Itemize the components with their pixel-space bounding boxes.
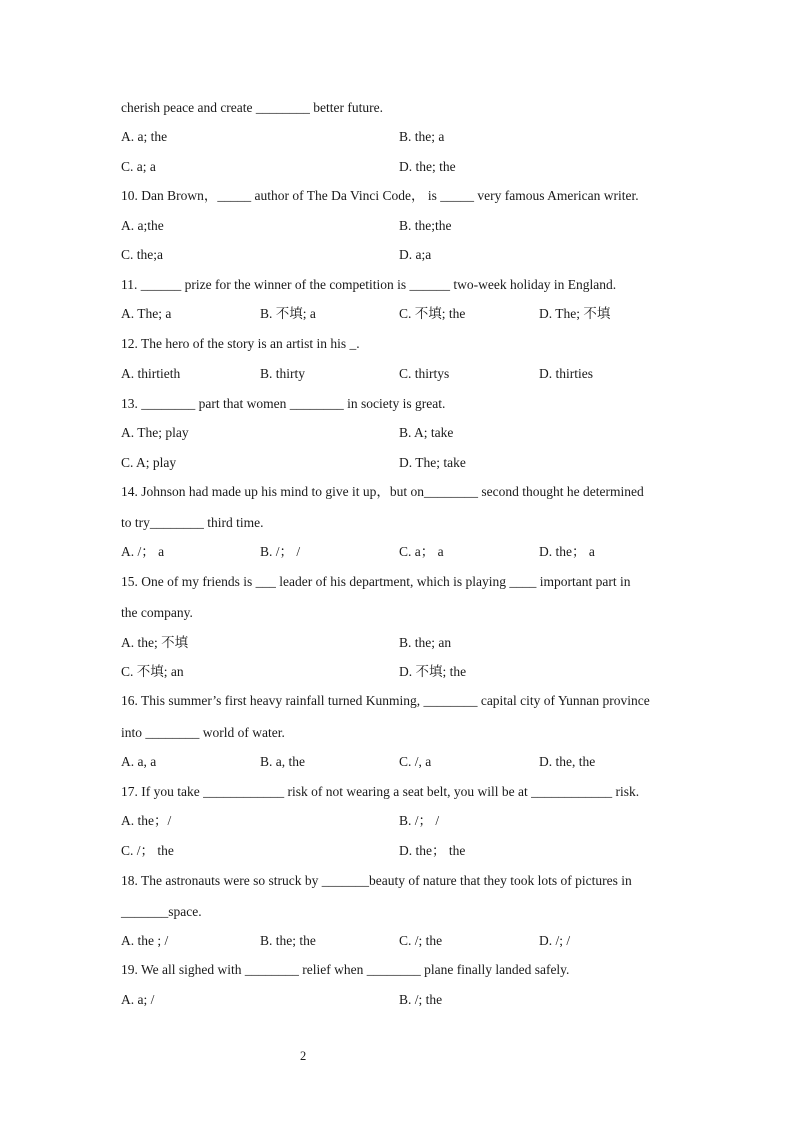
option-a: A. The; a	[121, 306, 172, 321]
option-a: A. /； a	[121, 544, 165, 559]
option-c: C. A; play	[121, 455, 177, 470]
option-a: A. a, a	[121, 754, 157, 769]
question-19: 19. We all sighed with ________ relief when ________ plane finally landed safely.	[121, 962, 570, 977]
option-c: C. 不填; an	[121, 664, 184, 679]
option-d: D. the; the	[399, 159, 456, 174]
question-11: 11. ______ prize for the winner of the competition is ______ two-week holiday in England.	[121, 277, 617, 292]
option-d: D. 不填; the	[399, 664, 467, 679]
option-c: C. thirtys	[399, 366, 450, 381]
page-number: 2	[300, 1049, 307, 1063]
option-c: C. a； a	[399, 544, 444, 559]
option-b: B. the; a	[399, 129, 445, 144]
question-16-cont: into ________ world of water.	[121, 725, 285, 740]
option-d: D. a;a	[399, 247, 432, 262]
question-17: 17. If you take ____________ risk of not wearing a seat belt, you will be at ____________ risk.	[121, 784, 640, 799]
option-a: A. a;the	[121, 218, 164, 233]
question-18-cont: _______space.	[121, 904, 202, 919]
question-14-cont: to try________ third time.	[121, 515, 264, 530]
option-d: D. the； a	[539, 544, 595, 559]
question-14: 14. Johnson had made up his mind to give it up，but on________ second thought he determined	[121, 484, 644, 499]
option-b: B. /; the	[399, 992, 443, 1007]
option-b: B. the; the	[260, 933, 316, 948]
option-a: A. a; /	[121, 992, 155, 1007]
option-a: A. the; 不填	[121, 635, 189, 650]
option-d: D. The; take	[399, 455, 466, 470]
question-13: 13. ________ part that women ________ in society is great.	[121, 396, 446, 411]
option-a: A. the；/	[121, 813, 172, 828]
option-c: C. the;a	[121, 247, 163, 262]
option-c: C. /, a	[399, 754, 432, 769]
option-b: B. A; take	[399, 425, 454, 440]
question-16: 16. This summer’s first heavy rainfall turned Kunming, ________ capital city of Yunnan province	[121, 693, 650, 708]
option-d: D. the, the	[539, 754, 596, 769]
option-b: B. 不填; a	[260, 306, 316, 321]
option-b: B. the; an	[399, 635, 452, 650]
question-18: 18. The astronauts were so struck by _______beauty of nature that they took lots of pictures in	[121, 873, 632, 888]
option-a: A. the ; /	[121, 933, 169, 948]
option-a: A. The; play	[121, 425, 189, 440]
option-d: D. The; 不填	[539, 306, 611, 321]
option-a: A. thirtieth	[121, 366, 181, 381]
option-c: C. /； the	[121, 843, 174, 858]
option-a: A. a; the	[121, 129, 168, 144]
option-b: B. a, the	[260, 754, 305, 769]
option-c: C. /; the	[399, 933, 443, 948]
option-b: B. /； /	[260, 544, 301, 559]
option-c: C. 不填; the	[399, 306, 466, 321]
option-d: D. thirties	[539, 366, 593, 381]
question-10: 10. Dan Brown，_____ author of The Da Vinci Code， is _____ very famous American writer.	[121, 188, 639, 203]
option-c: C. a; a	[121, 159, 156, 174]
option-d: D. /; /	[539, 933, 571, 948]
question-15: 15. One of my friends is ___ leader of his department, which is playing ____ important part in	[121, 574, 631, 589]
question-text: cherish peace and create ________ better future.	[121, 100, 383, 115]
option-b: B. the;the	[399, 218, 452, 233]
option-b: B. thirty	[260, 366, 306, 381]
option-d: D. the； the	[399, 843, 466, 858]
question-15-cont: the company.	[121, 605, 193, 620]
option-b: B. /； /	[399, 813, 440, 828]
question-12: 12. The hero of the story is an artist in his _.	[121, 336, 360, 351]
